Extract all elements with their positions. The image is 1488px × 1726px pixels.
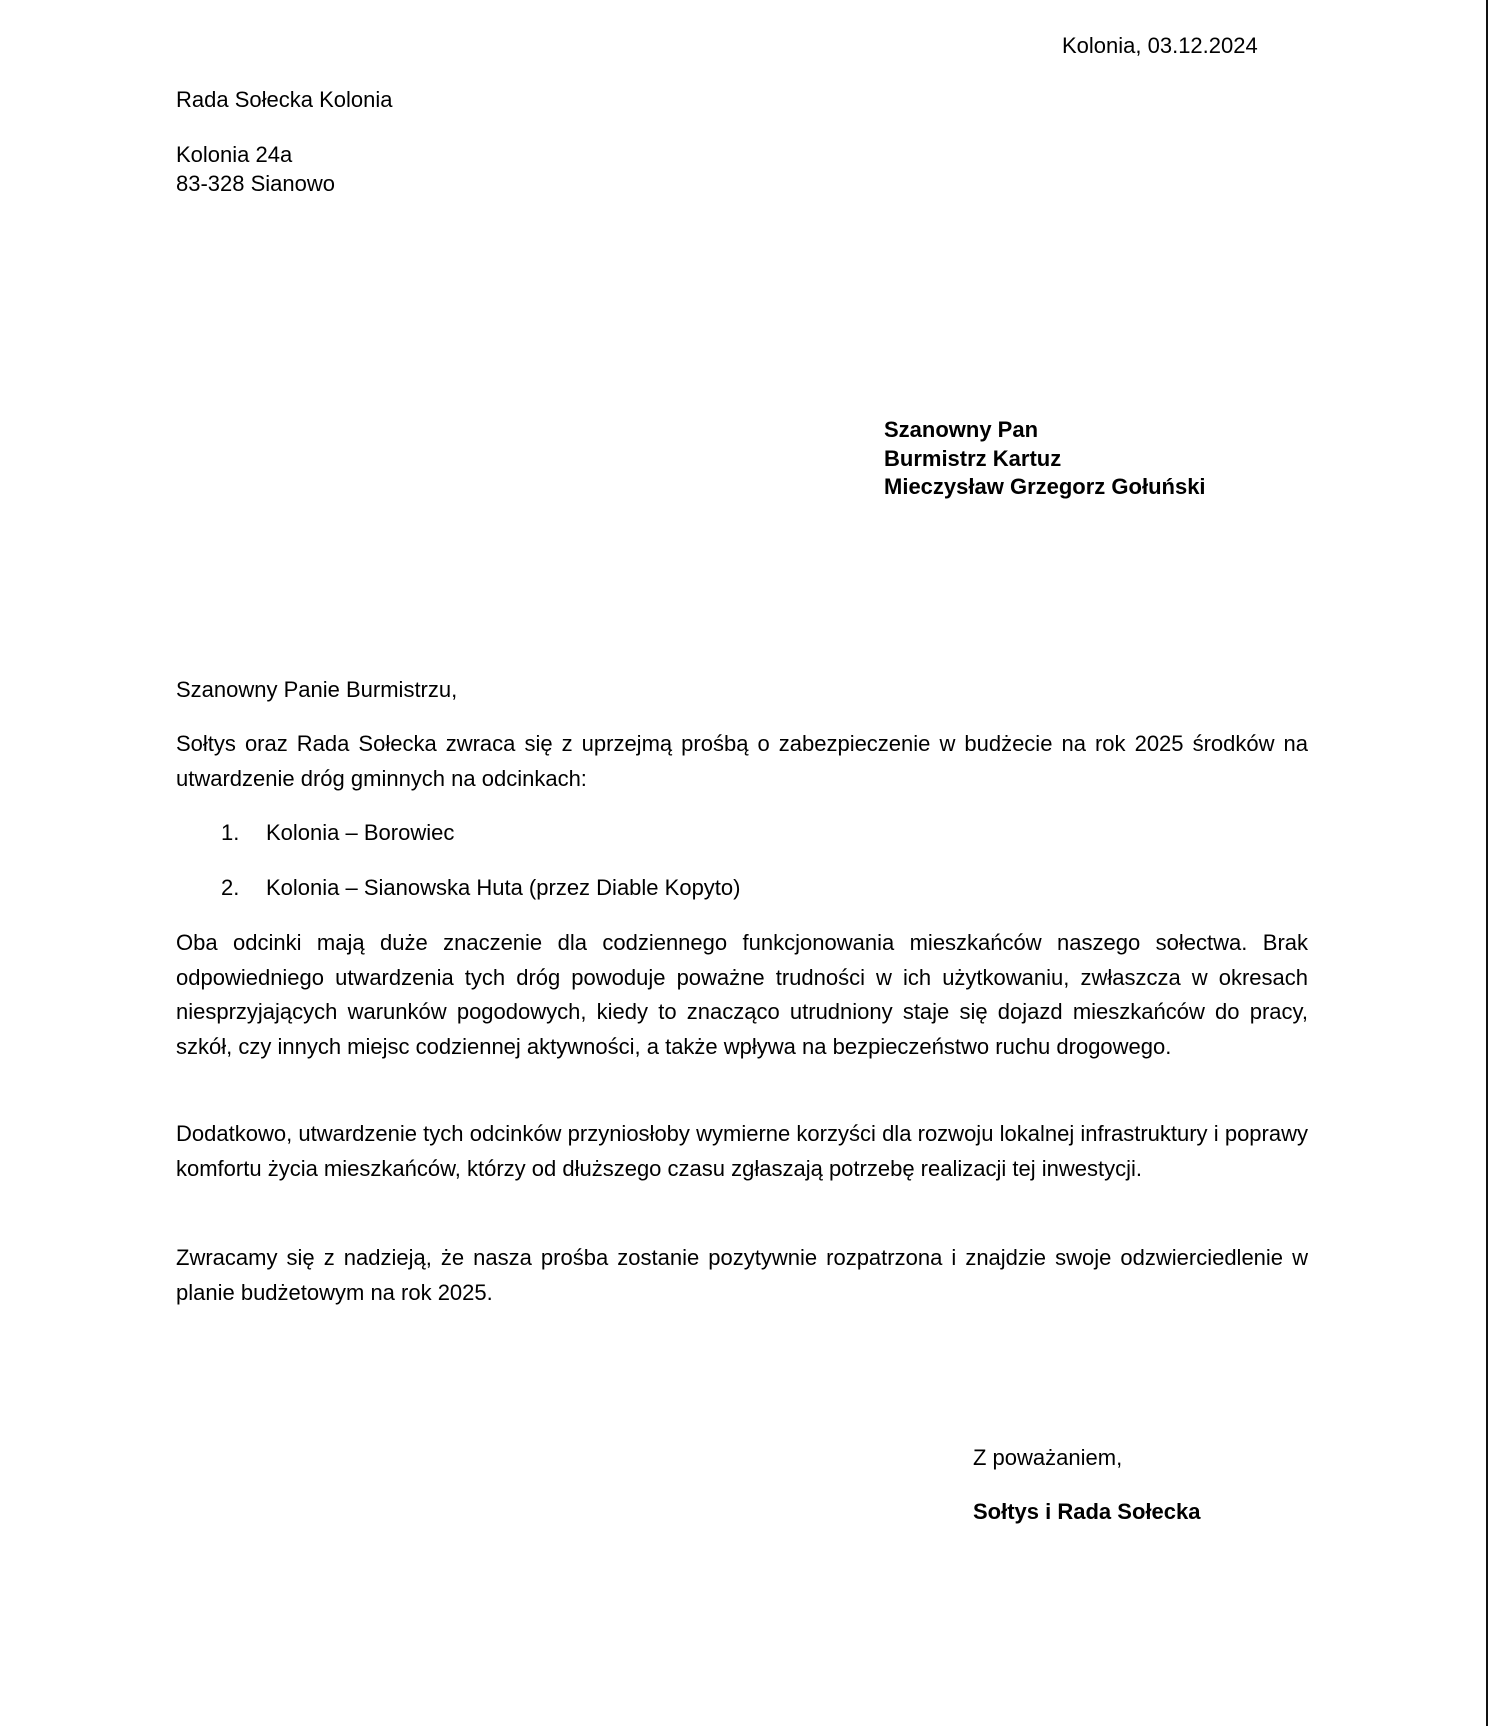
recipient-line3: Mieczysław Grzegorz Gołuński: [884, 474, 1206, 499]
paragraph-2: Oba odcinki mają duże znaczenie dla codziennego funkcjonowania mieszkańców naszego sołectwa. Brak odpowiedniego utwardzenia tych dróg powoduje poważne trudności w ich użytkowaniu, zwłaszcza w okresach niesprzyjających warunków pogodowych, kiedy to znacząco utrudniony staje się dojazd mieszkańców do pracy, szkół, czy innych miejsc codziennej aktywności, a także wpływa na bezpieczeństwo ruchu drogowego.: [176, 930, 1308, 1059]
list-number: 2.: [221, 875, 240, 900]
salutation: Szanowny Panie Burmistrzu,: [176, 677, 458, 702]
paragraph-4: Zwracamy się z nadzieją, że nasza prośba zostanie pozytywnie rozpatrzona i znajdzie swoje odzwierciedlenie w planie budżetowym na rok 2025.: [176, 1245, 1308, 1305]
sender-address-line1: Kolonia 24a: [176, 142, 293, 167]
list-item: Kolonia – Borowiec: [266, 820, 455, 845]
sender-address-line2: 83-328 Sianowo: [176, 171, 336, 196]
paragraph-1: Sołtys oraz Rada Sołecka zwraca się z uprzejmą prośbą o zabezpieczenie w budżecie na rok 2025 środków na utwardzenie dróg gminnych na odcinkach:: [176, 731, 1308, 791]
paragraph-3: Dodatkowo, utwardzenie tych odcinków przyniosłoby wymierne korzyści dla rozwoju lokalnej infrastruktury i poprawy komfortu życia mieszkańców, którzy od dłuższego czasu zgłaszają potrzebę realizacji tej inwestycji.: [176, 1121, 1308, 1181]
recipient-line2: Burmistrz Kartuz: [884, 446, 1062, 471]
recipient-line1: Szanowny Pan: [884, 417, 1039, 442]
list-item: Kolonia – Sianowska Huta (przez Diable Kopyto): [266, 875, 741, 900]
signature: Sołtys i Rada Sołecka: [973, 1499, 1201, 1524]
sender-name: Rada Sołecka Kolonia: [176, 87, 393, 112]
closing: Z poważaniem,: [973, 1445, 1123, 1470]
place-date: Kolonia, 03.12.2024: [1062, 33, 1258, 58]
list-number: 1.: [221, 820, 240, 845]
